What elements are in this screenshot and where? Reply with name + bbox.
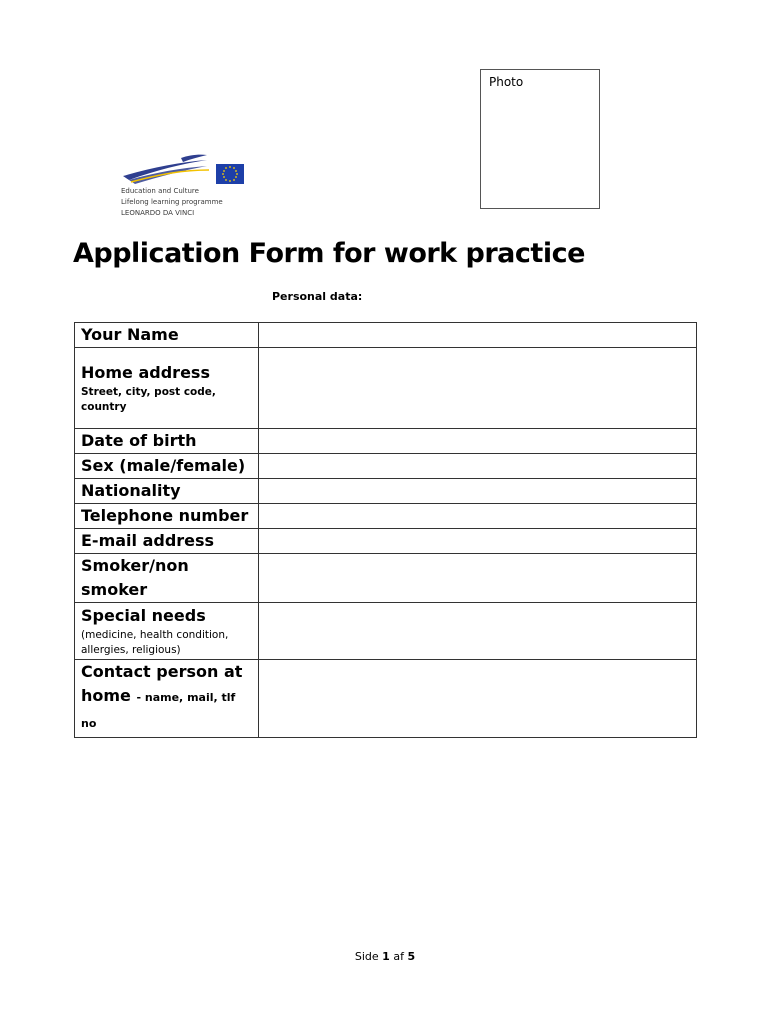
field-label: Sex (male/female) [75, 454, 259, 479]
special-needs-input[interactable] [265, 603, 690, 659]
table-row [75, 660, 697, 738]
field-label: Special needs (medicine, health condition, allergies, religious) [75, 603, 259, 660]
field-label: Date of birth [75, 429, 259, 454]
page-title: Application Form for work practice [73, 238, 585, 269]
field-hint: (medicine, health condition, allergies, religious) [81, 629, 229, 656]
email-input[interactable] [265, 532, 690, 551]
field-label: Contact person at home - name, mail, tlf no [75, 660, 259, 738]
table-row [75, 554, 697, 603]
table-row [75, 454, 697, 479]
personal-data-table [74, 322, 697, 738]
special-needs-field[interactable] [259, 603, 697, 660]
field-label: Telephone number [75, 504, 259, 529]
field-label: Smoker/non smoker [75, 554, 259, 603]
footer-middle: af [393, 950, 404, 963]
date-of-birth-input[interactable] [265, 432, 690, 451]
logo-line: LEONARDO DA VINCI [121, 209, 195, 217]
table-row [75, 323, 697, 348]
date-of-birth-field[interactable] [259, 429, 697, 454]
table-row [75, 504, 697, 529]
footer-prefix: Side [354, 950, 379, 963]
home-address-field[interactable] [259, 348, 697, 429]
photo-box [480, 69, 600, 209]
field-label: Your Name [75, 323, 259, 348]
field-hint: - name, mail, tlf no [81, 691, 236, 730]
field-label: Nationality [75, 479, 259, 504]
logo-line: Education and Culture [121, 187, 199, 195]
table-row [75, 529, 697, 554]
contact-person-field[interactable] [259, 660, 697, 738]
logo-line: Lifelong learning programme [121, 198, 223, 206]
photo-label: Photo [489, 75, 524, 89]
logo-text [121, 186, 223, 219]
leonardo-da-vinci-logo [121, 154, 245, 220]
field-label: Home address Street, city, post code, country [75, 348, 259, 429]
table-row [75, 603, 697, 660]
table-row [75, 429, 697, 454]
field-label: E-mail address [75, 529, 259, 554]
table-row [75, 348, 697, 429]
email-field[interactable] [259, 529, 697, 554]
footer-page-number: 1 [382, 950, 390, 963]
nationality-field[interactable] [259, 479, 697, 504]
footer-page-total: 5 [407, 950, 416, 963]
sex-field[interactable] [259, 454, 697, 479]
section-subtitle: Personal data: [272, 290, 363, 303]
telephone-field[interactable] [259, 504, 697, 529]
logo-emblem [121, 154, 245, 186]
home-address-input[interactable] [265, 348, 690, 428]
smoker-field[interactable] [259, 554, 697, 603]
smoker-input[interactable] [265, 569, 690, 588]
name-field[interactable] [259, 323, 697, 348]
telephone-input[interactable] [265, 507, 690, 526]
name-input[interactable] [265, 326, 690, 345]
sex-input[interactable] [265, 457, 690, 476]
table-row [75, 479, 697, 504]
contact-person-input[interactable] [265, 664, 690, 734]
nationality-input[interactable] [265, 482, 690, 501]
page-footer [0, 950, 770, 963]
field-hint: Street, city, post code, country [81, 386, 216, 413]
